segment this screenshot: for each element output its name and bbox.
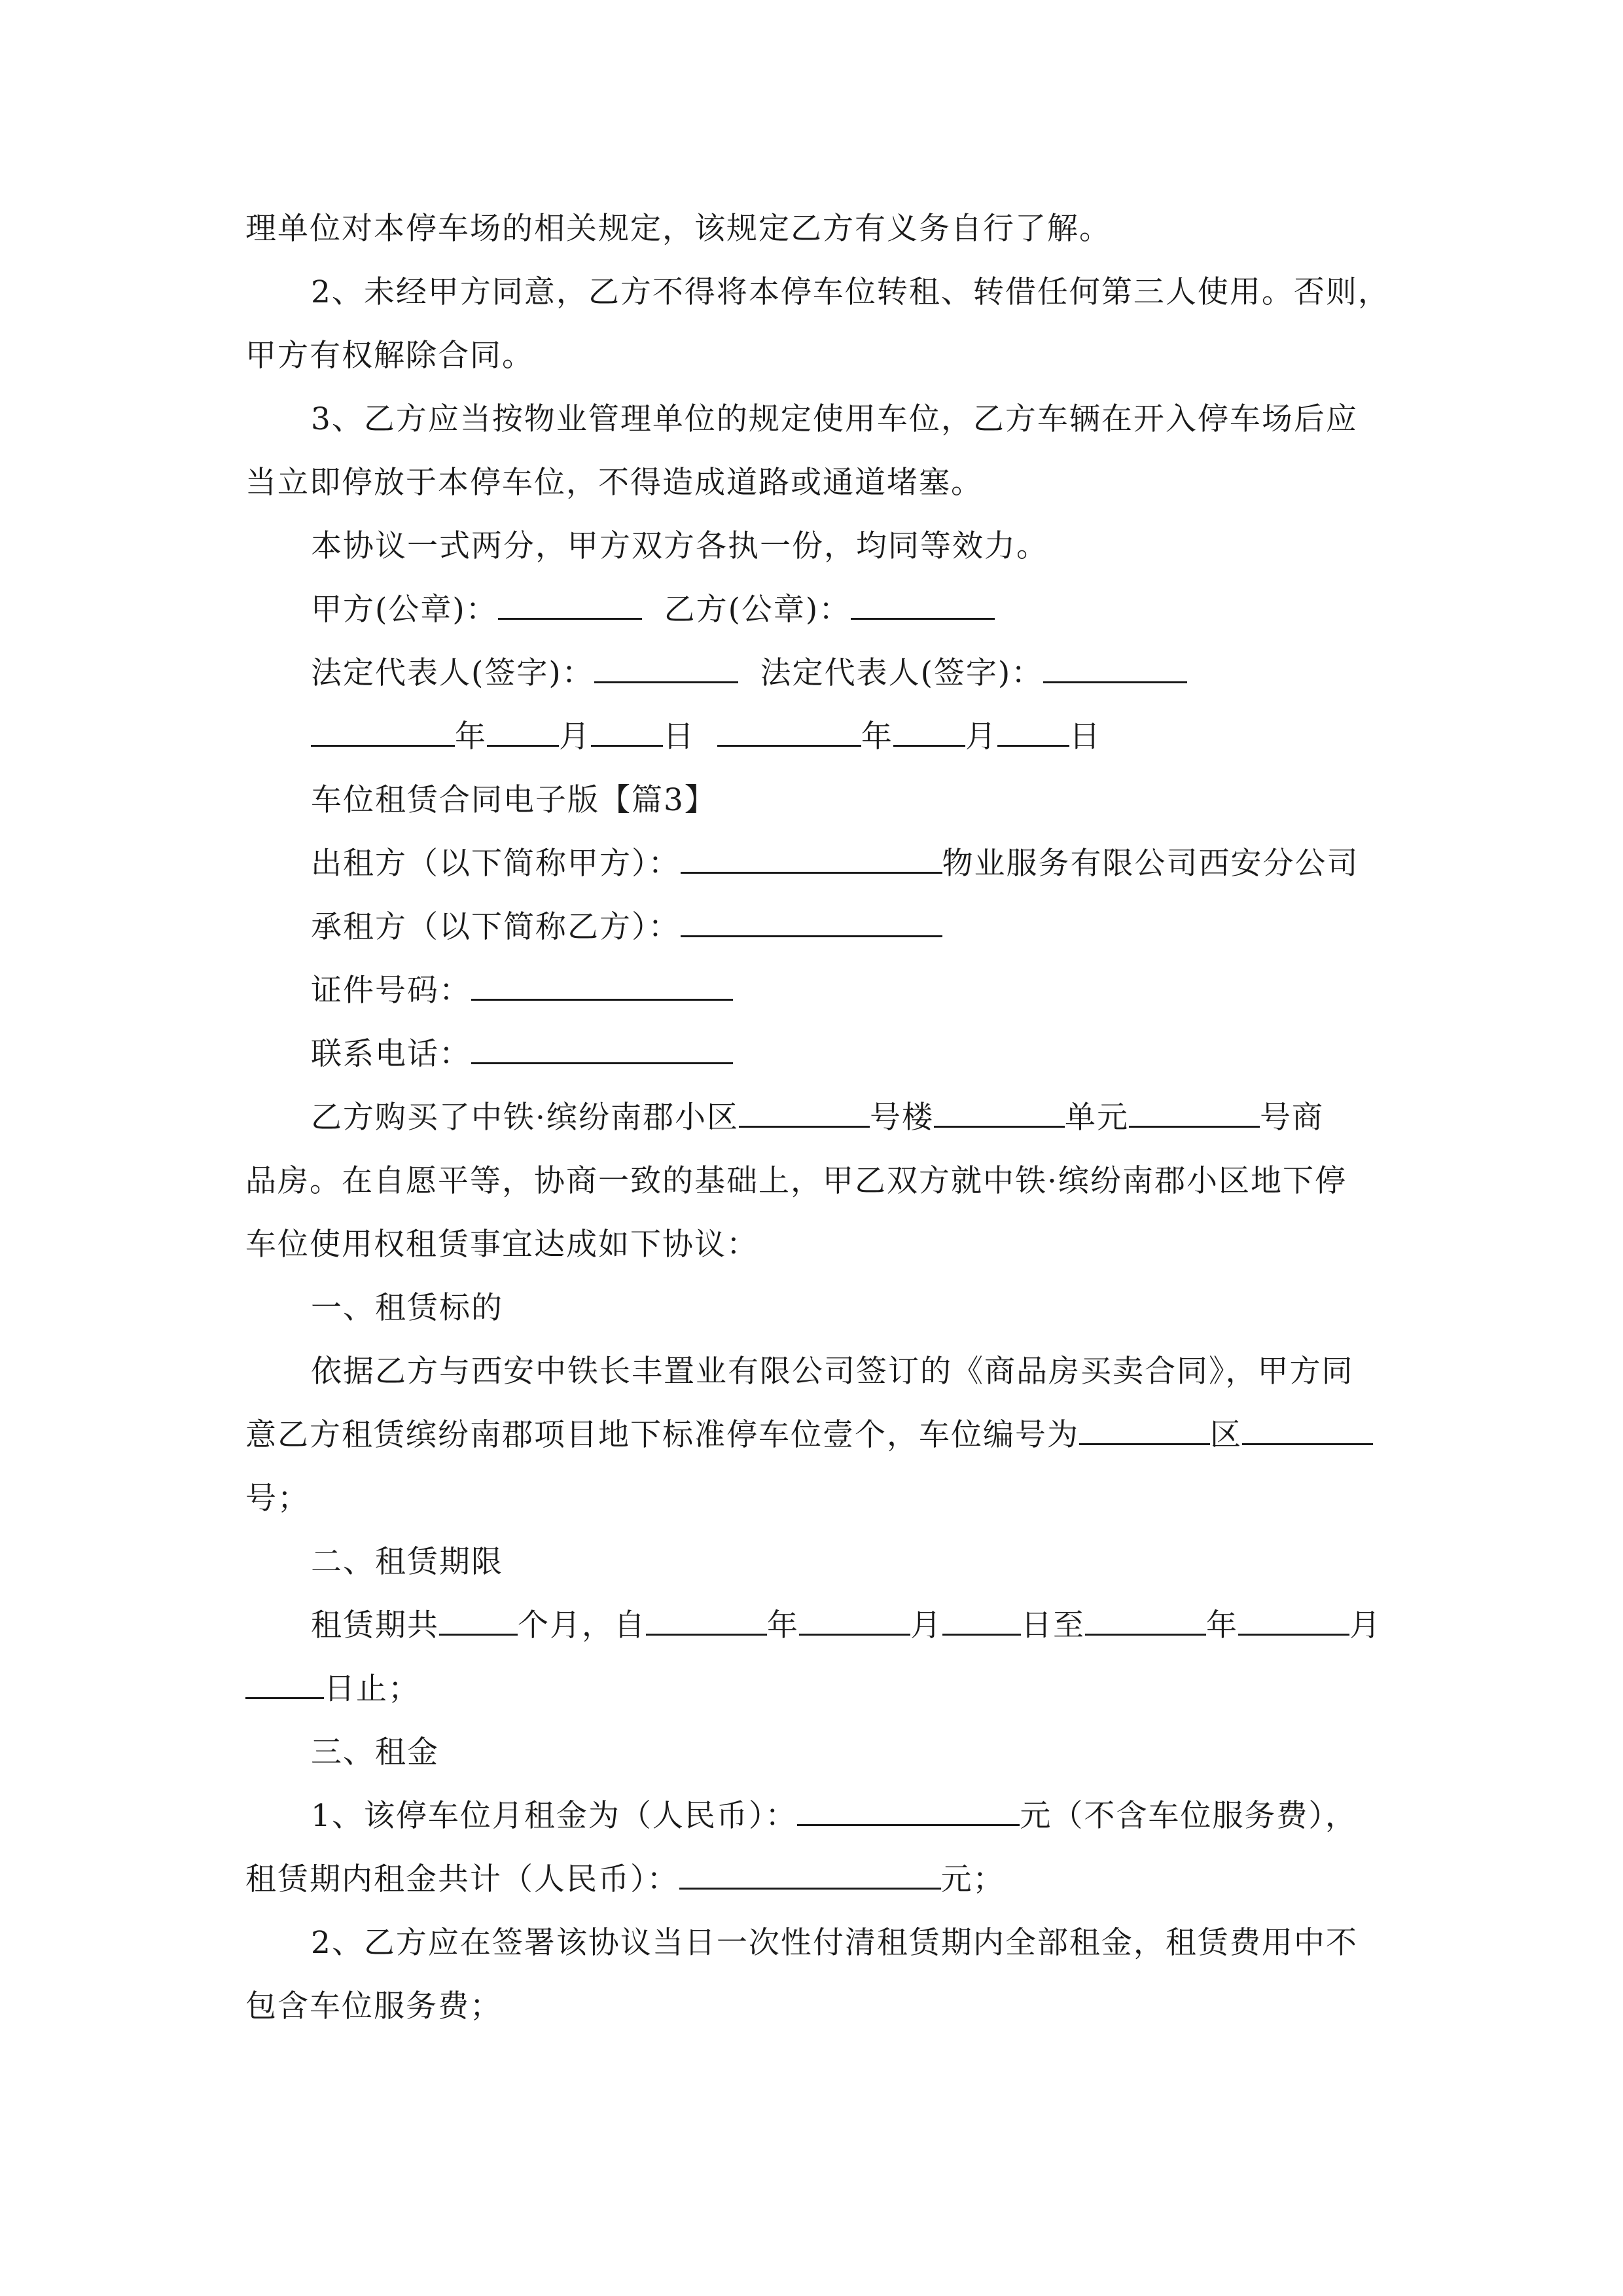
copies-statement: 本协议一式两分，甲方双方各执一份，均同等效力。 (311, 528, 1048, 564)
property-line: 乙方购买了中铁·缤纷南郡小区 号楼 单元 号商 (311, 1095, 1324, 1141)
paragraph-line: 理单位对本停车场的相关规定，该规定乙方有义务自行了解。 (245, 211, 1111, 247)
lease-term-line: 租赁期共 个月，自 年 月 日至 年 月 (311, 1603, 1382, 1649)
clause-2-line: 甲方有权解除合同。 (245, 338, 534, 374)
total-rent-field[interactable] (679, 1857, 941, 1890)
seal-line (311, 587, 995, 633)
zone-field[interactable] (1079, 1413, 1210, 1445)
party-a-day-field[interactable] (591, 715, 663, 747)
lessee-line: 承租方（以下简称乙方）： (311, 905, 942, 950)
lessor-name-field[interactable] (681, 842, 942, 874)
party-a-month-field[interactable] (487, 715, 559, 747)
heading-rent: 三、租金 (311, 1734, 439, 1770)
party-a-rep-label: 法定代表人(签字)： (311, 655, 594, 691)
party-a-seal-label: 甲方(公章)： (311, 592, 498, 628)
lease-term-end-line: 日止； (245, 1666, 420, 1712)
party-b-month-field[interactable] (893, 715, 965, 747)
heading-lease-subject: 一、租赁标的 (311, 1290, 503, 1326)
start-month-field[interactable] (799, 1604, 910, 1636)
party-a-seal-field[interactable] (498, 588, 642, 620)
term-months-field[interactable] (439, 1604, 518, 1636)
heading-lease-term: 二、租赁期限 (311, 1544, 503, 1580)
start-year-field[interactable] (646, 1604, 767, 1636)
clause-3-line: 当立即停放于本停车位，不得造成道路或通道堵塞。 (245, 465, 983, 501)
end-year-field[interactable] (1085, 1604, 1206, 1636)
paragraph-line: 号； (245, 1480, 310, 1516)
paragraph-line: 品房。在自愿平等，协商一致的基础上，甲乙双方就中铁·缤纷南郡小区地下停 (245, 1163, 1347, 1199)
section-title: 车位租赁合同电子版【篇3】 (311, 782, 717, 818)
end-month-field[interactable] (1238, 1604, 1349, 1636)
id-number-field[interactable] (471, 969, 733, 1001)
paragraph-line: 车位使用权租赁事宜达成如下协议： (245, 1227, 758, 1263)
unit-field[interactable] (934, 1096, 1065, 1128)
signature-line (311, 651, 1187, 696)
lessor-line: 出租方（以下简称甲方）： 物业服务有限公司西安分公司 (311, 841, 1359, 887)
party-b-seal-label: 乙方(公章)： (664, 592, 851, 628)
lessee-name-field[interactable] (681, 905, 942, 937)
total-rent-line: 租赁期内租金共计（人民币）： 元； (245, 1857, 1005, 1903)
clause-3-line: 3、乙方应当按物业管理单位的规定使用车位，乙方车辆在开入停车场后应 (311, 401, 1358, 437)
payment-clause-line: 2、乙方应在签署该协议当日一次性付清租赁期内全部租金，租赁费用中不 (311, 1925, 1358, 1961)
party-a-rep-field[interactable] (594, 651, 738, 683)
id-number-line: 证件号码： (311, 968, 733, 1014)
payment-clause-line: 包含车位服务费； (245, 1988, 502, 2024)
parking-number-line: 意乙方租赁缤纷南郡项目地下标准停车位壹个，车位编号为 区 (245, 1412, 1373, 1458)
clause-2-line: 2、未经甲方同意，乙方不得将本停车位转租、转借任何第三人使用。否则， (311, 274, 1390, 310)
building-field[interactable] (739, 1096, 870, 1128)
date-line: 年 月 日 年 月 日 (311, 714, 1101, 760)
room-field[interactable] (1129, 1096, 1260, 1128)
party-b-year-field[interactable] (717, 715, 861, 747)
paragraph-line: 依据乙方与西安中铁长丰置业有限公司签订的《商品房买卖合同》，甲方同 (311, 1354, 1354, 1390)
party-b-day-field[interactable] (997, 715, 1069, 747)
party-b-rep-field[interactable] (1043, 651, 1187, 683)
party-b-seal-field[interactable] (851, 588, 995, 620)
party-a-year-field[interactable] (311, 715, 455, 747)
end-day-field[interactable] (245, 1667, 324, 1699)
party-b-rep-label: 法定代表人(签字)： (760, 655, 1044, 691)
monthly-rent-line: 1、该停车位月租金为（人民币）： 元（不含车位服务费）， (311, 1793, 1357, 1839)
phone-line: 联系电话： (311, 1031, 733, 1077)
start-day-field[interactable] (942, 1604, 1021, 1636)
space-number-field[interactable] (1242, 1413, 1373, 1445)
monthly-rent-field[interactable] (797, 1794, 1020, 1826)
phone-field[interactable] (471, 1032, 733, 1064)
